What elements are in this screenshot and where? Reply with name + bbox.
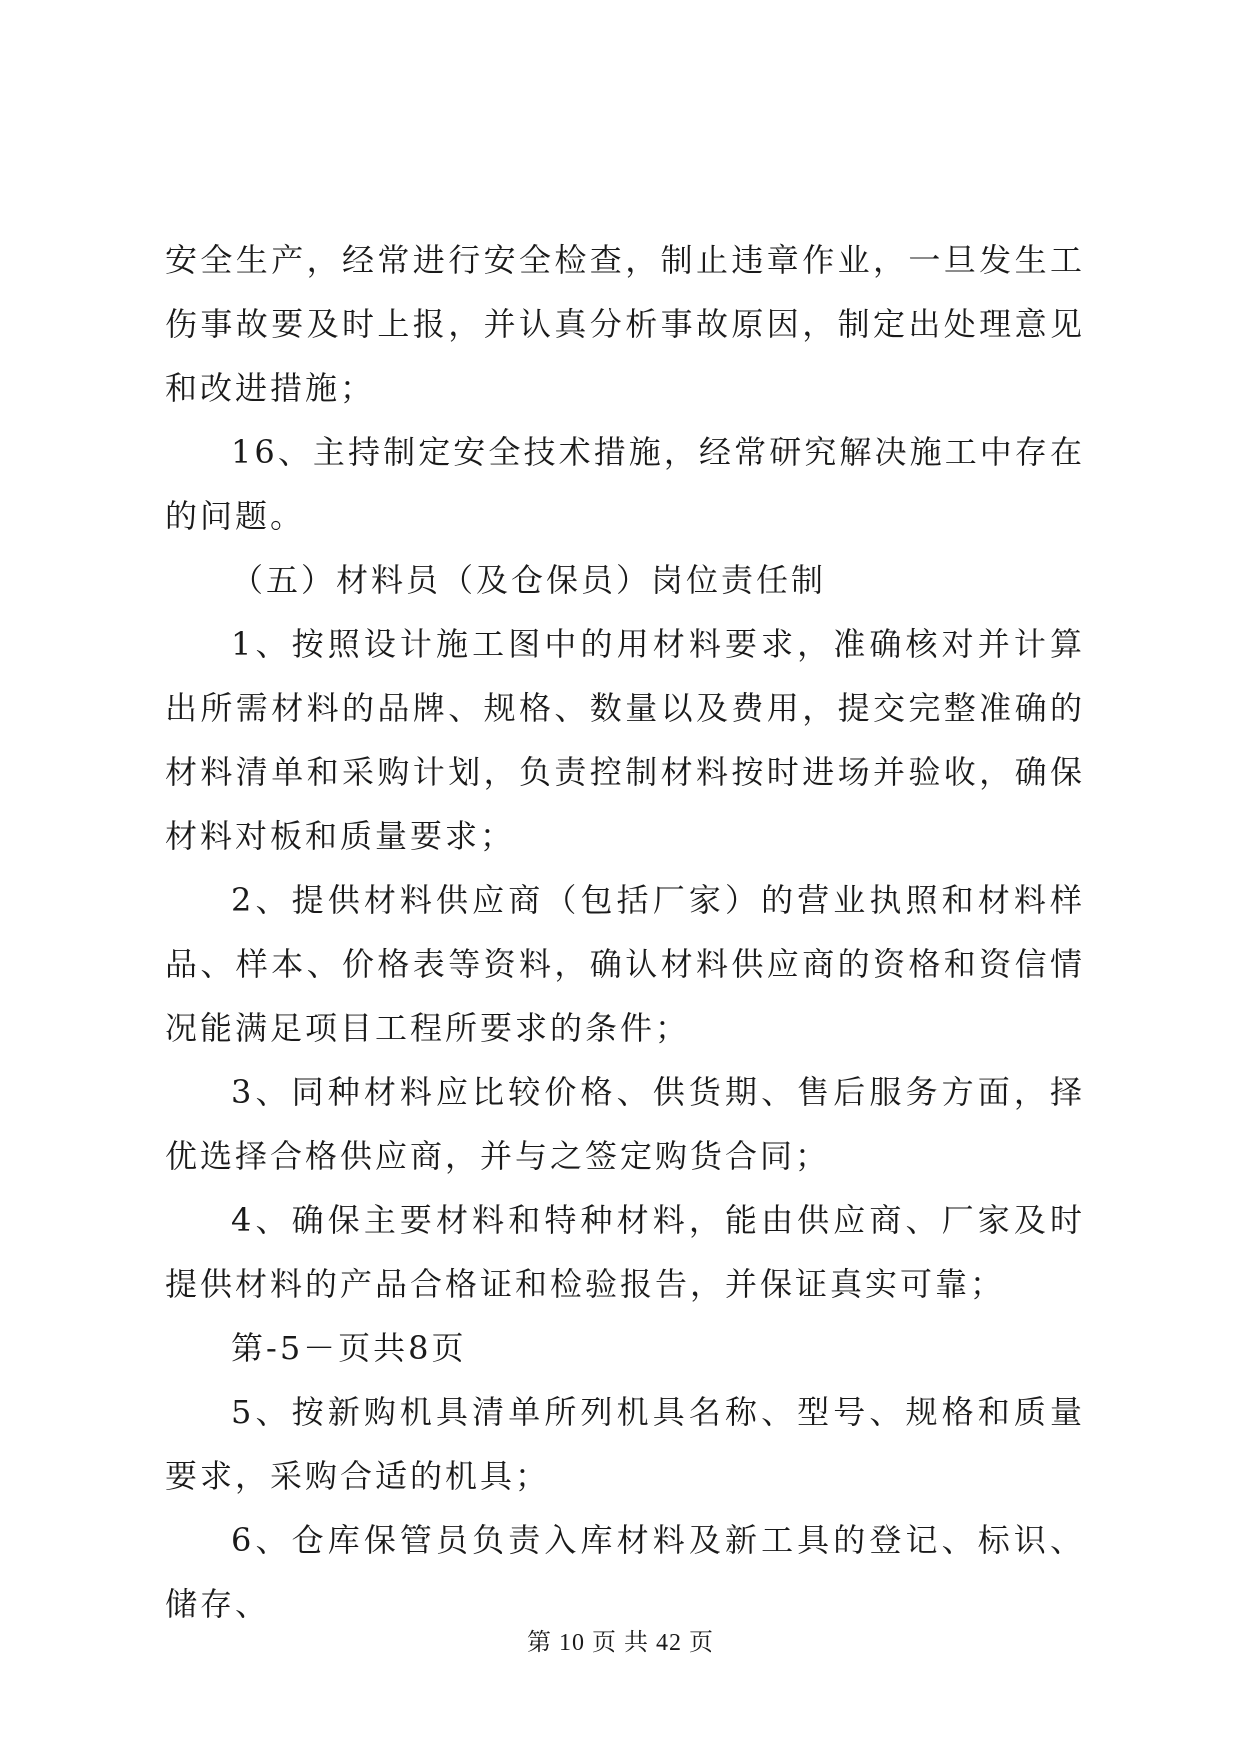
paragraph-continuation: 安全生产，经常进行安全检查，制止违章作业，一旦发生工伤事故要及时上报，并认真分析事故原因，制定出处理意见和改进措施； — [165, 241, 1085, 407]
body-text — [165, 228, 1085, 1636]
inline-page-marker: 第-5－页共8页 — [231, 1329, 467, 1367]
paragraph-item-3: 3、同种材料应比较价格、供货期、售后服务方面，择优选择合格供应商，并与之签定购货合同； — [165, 1073, 1085, 1175]
paragraph-item-5: 5、按新购机具清单所列机具名称、型号、规格和质量要求，采购合适的机具； — [165, 1393, 1085, 1495]
paragraph-item-16: 16、主持制定安全技术措施，经常研究解决施工中存在的问题。 — [165, 433, 1085, 535]
section-heading: （五）材料员（及仓保员）岗位责任制 — [231, 561, 827, 599]
paragraph-item-1: 1、按照设计施工图中的用材料要求，准确核对并计算出所需材料的品牌、规格、数量以及费用，提交完整准确的材料清单和采购计划，负责控制材料按时进场并验收，确保材料对板和质量要求； — [165, 625, 1085, 855]
page-footer: 第 10 页 共 42 页 — [527, 1630, 714, 1656]
paragraph-item-4: 4、确保主要材料和特种材料，能由供应商、厂家及时提供材料的产品合格证和检验报告，并保证真实可靠； — [165, 1201, 1085, 1303]
paragraph-item-6: 6、仓库保管员负责入库材料及新工具的登记、标识、储存、 — [165, 1521, 1085, 1623]
paragraph-item-2: 2、提供材料供应商（包括厂家）的营业执照和材料样品、样本、价格表等资料，确认材料供应商的资格和资信情况能满足项目工程所要求的条件； — [165, 881, 1085, 1047]
